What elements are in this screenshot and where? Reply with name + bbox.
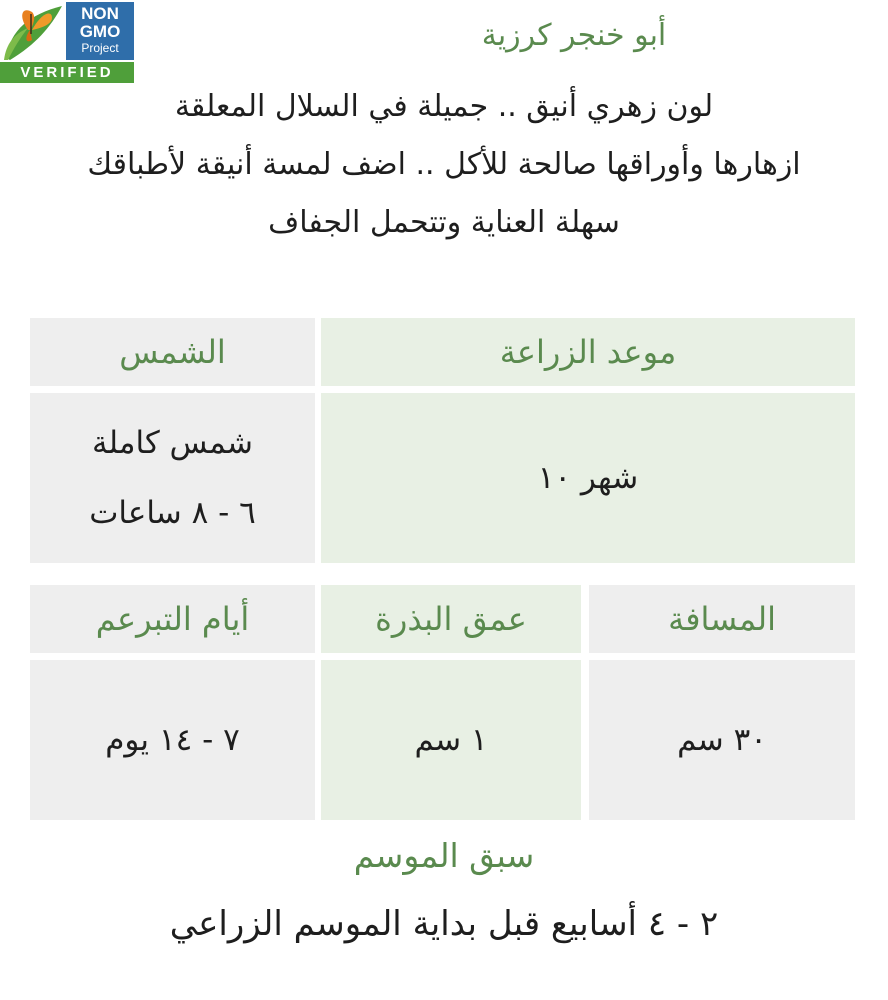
logo-line-gmo: GMO [79,22,121,41]
germination-days-header: أيام التبرعم [30,585,315,653]
product-title: أبو خنجر كرزية [481,18,667,53]
description-line-2: ازهارها وأوراقها صالحة للأكل .. اضف لمسة أنيقة لأطباقك [87,147,801,182]
planting-time-header: موعد الزراعة [321,318,855,386]
sun-value-line-1: شمس كاملة [92,425,253,461]
description-line-1: لون زهري أنيق .. جميلة في السلال المعلقة [174,89,714,124]
spacing-value: ٣٠ سم [589,660,855,820]
seed-depth-header: عمق البذرة [321,585,581,653]
sun-value [30,393,315,563]
germination-days-value: ٧ - ١٤ يوم [30,660,315,820]
sun-value-line-2: ٦ - ٨ ساعات [89,495,256,531]
early-season-value: ٢ - ٤ أسابيع قبل بداية الموسم الزراعي [169,904,719,944]
product-description [20,78,868,252]
description-line-3: سهلة العناية وتتحمل الجفاف [268,205,620,240]
seed-depth-value: ١ سم [321,660,581,820]
verified-banner: VERIFIED [0,62,134,83]
spacing-header: المسافة [589,585,855,653]
early-season-label: سبق الموسم [353,836,535,875]
logo-line-non: NON [81,4,119,23]
planting-time-value: شهر ١٠ [321,393,855,563]
sun-header: الشمس [30,318,315,386]
logo-line-project: Project [81,41,119,55]
